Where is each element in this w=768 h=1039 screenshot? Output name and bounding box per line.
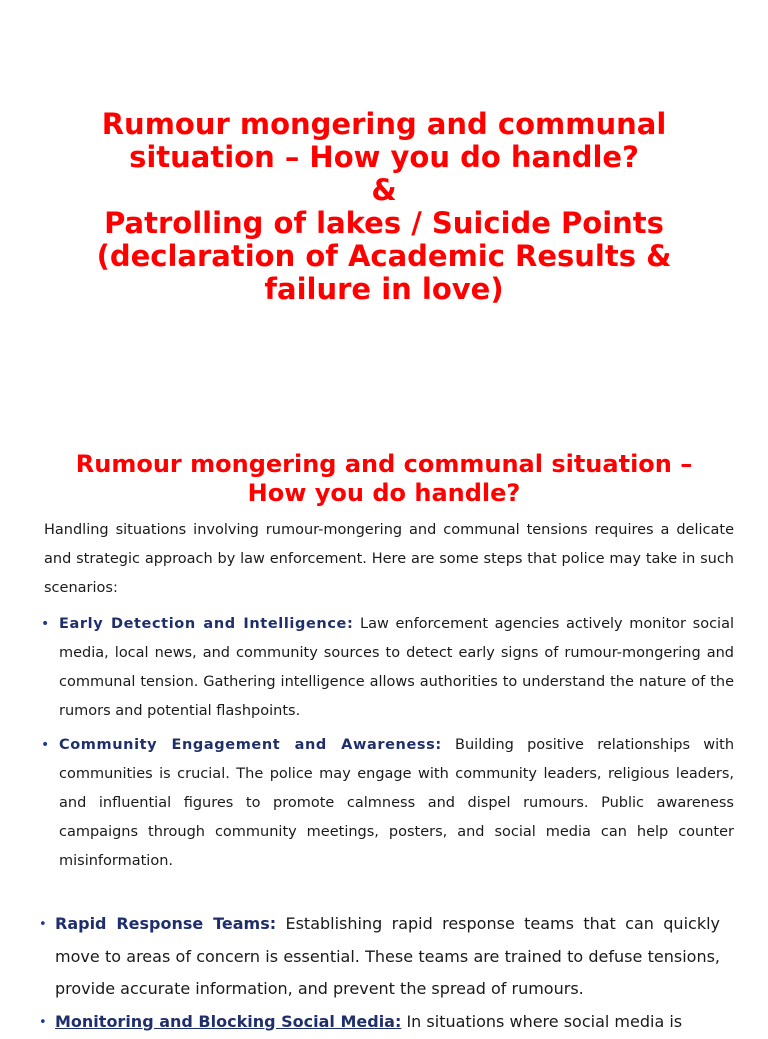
- bullet-list: [44, 610, 734, 881]
- bullet-lead: Early Detection and Intelligence:: [59, 616, 353, 632]
- list-item: [40, 908, 720, 1006]
- bullet-text: Law enforcement agencies actively monitor social media, local news, and community sources to detect early signs of rumour-mongering and communal tension. Gathering intelligence allows authorities to understand the nature of the rumors and potential flashpoints.: [59, 616, 734, 719]
- title-line: &: [40, 174, 728, 207]
- bullet-icon: •: [41, 610, 49, 639]
- bullet-icon: •: [39, 909, 47, 942]
- bullet-icon: •: [39, 1007, 47, 1039]
- bullet-lead: Community Engagement and Awareness:: [59, 737, 442, 753]
- list-item: [44, 610, 734, 726]
- title-line: failure in love): [40, 273, 728, 306]
- title-line: Rumour mongering and communal: [40, 108, 728, 141]
- intro-paragraph: Handling situations involving rumour-mongering and communal tensions requires a delicate and strategic approach by law enforcement. Here are some steps that police may take in such scenarios:: [44, 516, 734, 603]
- continued-bullet-list: [40, 908, 720, 1038]
- bullet-icon: •: [41, 731, 49, 760]
- bullet-text: Establishing rapid response teams that can quickly move to areas of concern is essential. These teams are trained to defuse tensions, provide accurate information, and prevent the spread of rumours.: [55, 914, 720, 998]
- title-line: situation – How you do handle?: [40, 141, 728, 174]
- section-heading-line: How you do handle?: [30, 479, 738, 508]
- bullet-text: Building positive relationships with communities is crucial. The police may engage with community leaders, religious leaders, and influential figures to promote calmness and dispel rumours. Public awareness campaigns through community meetings, posters, and social media can help counter misinformation.: [59, 737, 734, 869]
- bullet-lead: Monitoring and Blocking Social Media:: [55, 1012, 401, 1031]
- list-item: [44, 731, 734, 876]
- title-line: Patrolling of lakes / Suicide Points: [40, 207, 728, 240]
- bullet-lead: Rapid Response Teams:: [55, 914, 276, 933]
- list-item: [40, 1006, 720, 1039]
- title-line: (declaration of Academic Results &: [40, 240, 728, 273]
- page-title: [40, 108, 728, 306]
- section-heading: [30, 450, 738, 508]
- bullet-text: In situations where social media is: [401, 1012, 682, 1031]
- section-heading-line: Rumour mongering and communal situation –: [30, 450, 738, 479]
